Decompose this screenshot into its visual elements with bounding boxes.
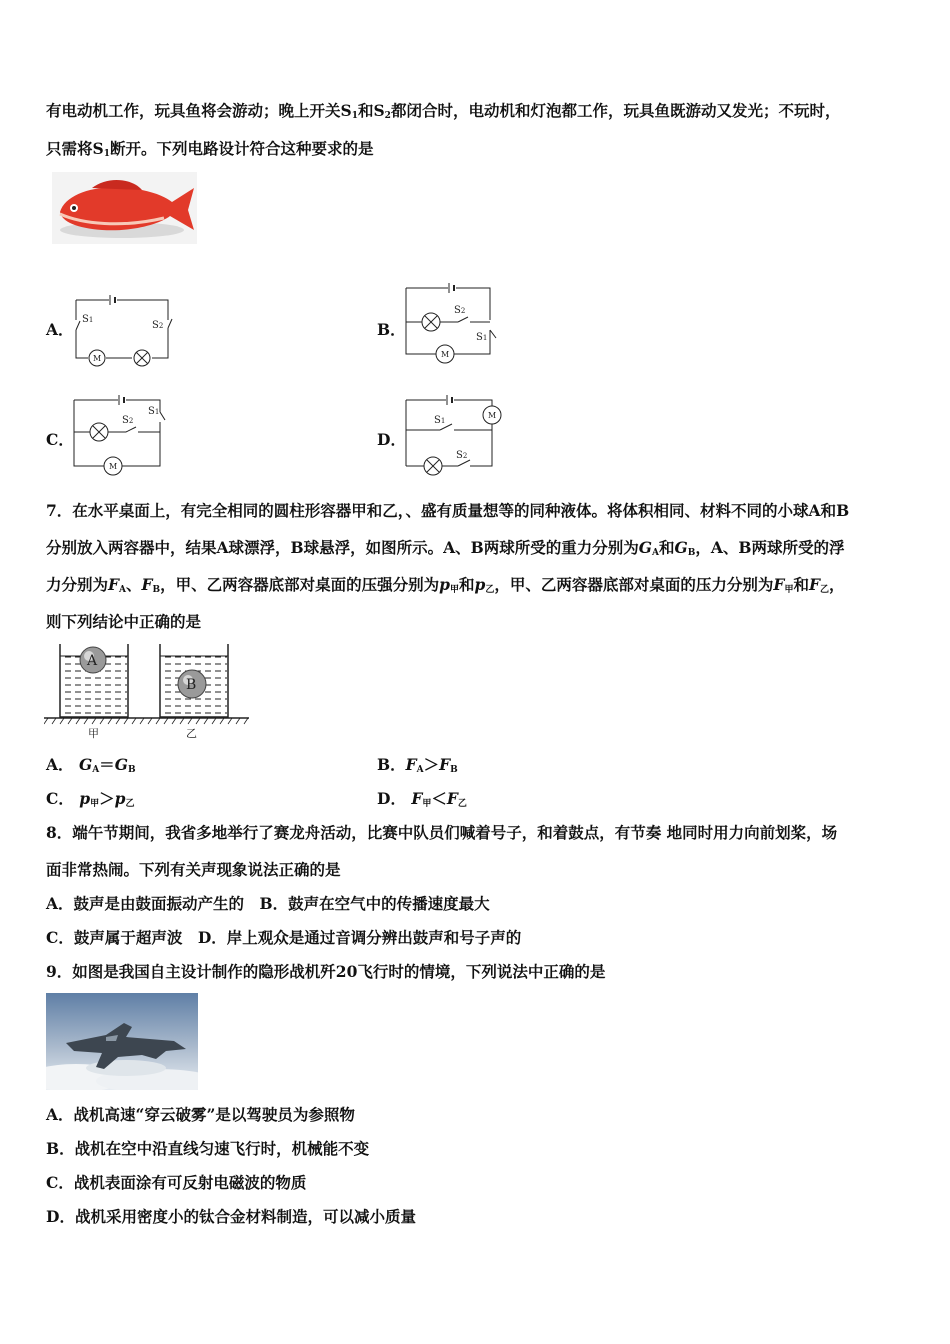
q9-option-c: C．战机表面涂有可反射电磁波的物质 — [46, 1173, 307, 1192]
q7-option-b: B．$F_A>F_B$ — [377, 755, 458, 775]
q7-line3: 力分别为$F_A$、$F_B$，甲、乙两容器底部对桌面的压强分别为$p_甲$和$p_乙$，甲、乙两容器底部对桌面的压力分别为$F_甲$和$F_乙$， — [46, 575, 845, 595]
toy-fish-image — [52, 172, 197, 244]
q7-option-a: A． $G_A=G_B$ — [46, 755, 136, 775]
q9-option-a: A．战机高速“穿云破雾”是以驾驶员为参照物 — [46, 1105, 355, 1124]
circuit-b — [398, 282, 508, 372]
q8-options-ab: A．鼓声是由鼓面振动产生的 B．鼓声在空气中的传播速度最大 — [46, 894, 490, 913]
circuit-d-s2-label: S2 — [456, 450, 468, 461]
circuit-b-s1-label: S1 — [476, 332, 488, 343]
circuit-b-motor-label: M — [441, 350, 450, 359]
q6-option-d-label: D． — [377, 430, 406, 449]
q7-line4: 则下列结论中正确的是 — [46, 612, 202, 631]
q6-intro-line1: 有电动机工作，玩具鱼将会游动；晚上开关$S_1$和$S_2$都闭合时，电动机和灯泡都工作，玩具鱼既游动又发光；不玩时， — [46, 101, 841, 121]
j20-fighter-image — [46, 993, 198, 1090]
circuit-c-motor-label: M — [109, 462, 118, 471]
circuit-d-s1-label: S1 — [434, 415, 446, 426]
ball-a-label: A — [87, 653, 98, 669]
q8-line2: 面非常热闹。下列有关声现象说法正确的是 — [46, 860, 341, 879]
circuit-a-motor-label: M — [93, 354, 102, 363]
container-yi-label: 乙 — [186, 727, 197, 740]
circuit-a — [66, 290, 178, 372]
q7-option-d: D． $F_甲<F_乙$ — [377, 789, 467, 809]
q6-option-a-label: A． — [46, 320, 74, 339]
circuit-a-s2-label: S2 — [152, 320, 164, 331]
circuit-b-s2-label: S2 — [454, 305, 466, 316]
q8-options-cd: C．鼓声属于超声波 D．岸上观众是通过音调分辨出鼓声和号子声的 — [46, 928, 522, 947]
container-jia-label: 甲 — [88, 727, 99, 740]
circuit-c — [68, 392, 172, 482]
q9-option-b: B．战机在空中沿直线匀速飞行时，机械能不变 — [46, 1139, 370, 1158]
q7-line2: 分别放入两容器中，结果A球漂浮，B球悬浮，如图所示。A、B两球所受的重力分别为$G_A$和$G_B$，A、B两球所受的浮 — [46, 538, 845, 558]
q7-line1: 7．在水平桌面上，有完全相同的圆柱形容器甲和乙，、盛有质量想等的同种液体。将体积相同、材料不同的小球A和B — [46, 501, 850, 520]
circuit-c-s2-label: S2 — [122, 415, 134, 426]
containers-figure — [44, 640, 254, 744]
q7-option-c: C． $p_甲>p_乙$ — [46, 789, 135, 809]
circuit-a-s1-label: S1 — [82, 314, 94, 325]
q8-line1: 8．端午节期间，我省多地举行了赛龙舟活动，比赛中队员们喊着号子，和着鼓点，有节奏 地同时用力向前划桨，场 — [46, 823, 838, 842]
circuit-c-s1-label: S1 — [148, 406, 160, 417]
q9-line1: 9．如图是我国自主设计制作的隐形战机歼20飞行时的情境，下列说法中正确的是 — [46, 962, 606, 981]
circuit-d-motor-label: M — [488, 411, 497, 420]
ball-b-label: B — [186, 677, 197, 693]
q6-intro-line2: 只需将$S_1$断开。下列电路设计符合这种要求的是 — [46, 139, 374, 159]
q9-option-d: D．战机采用密度小的钛合金材料制造，可以减小质量 — [46, 1207, 416, 1226]
q6-option-c-label: C． — [46, 430, 74, 449]
q6-option-b-label: B． — [377, 320, 406, 339]
circuit-d — [400, 390, 508, 484]
